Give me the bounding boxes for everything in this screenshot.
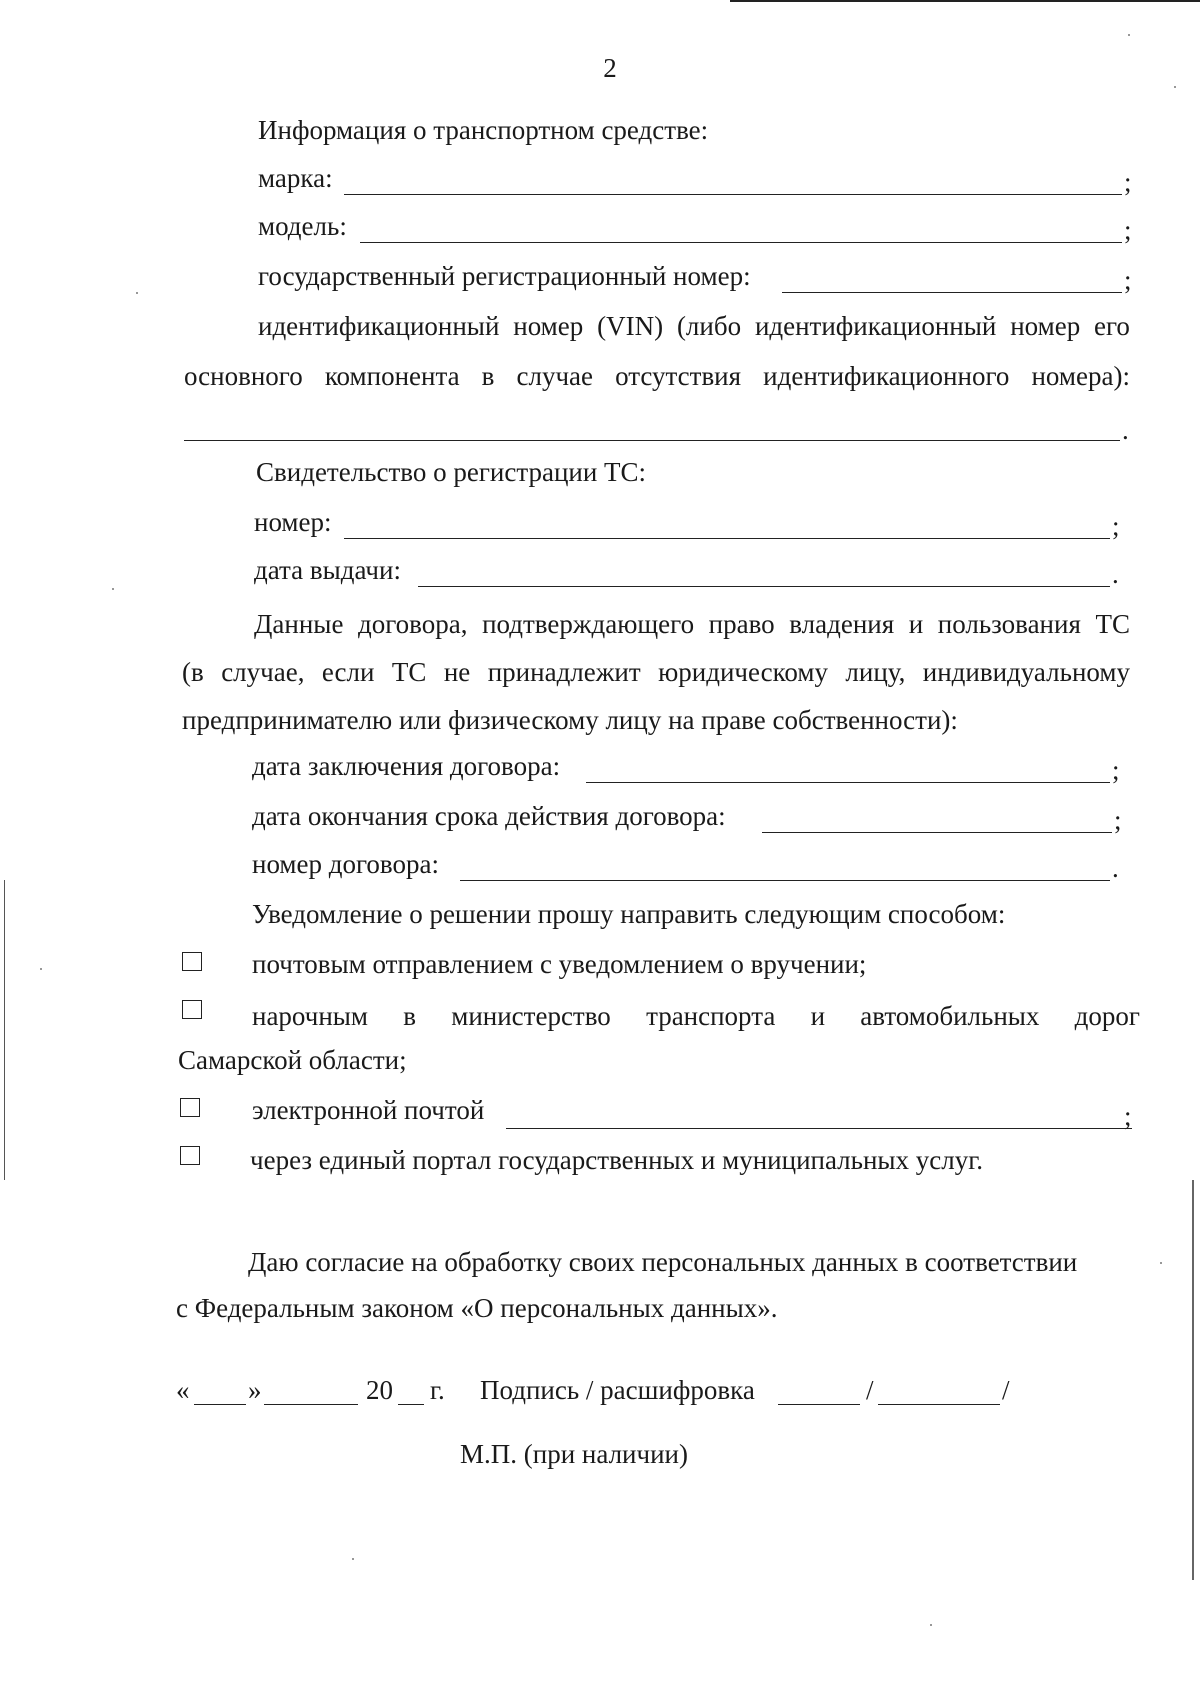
word: владения xyxy=(789,609,895,639)
brand-field[interactable] xyxy=(344,194,1122,195)
issue-date-period: . xyxy=(1112,559,1119,589)
email-field[interactable] xyxy=(506,1128,1132,1129)
word: принадлежит xyxy=(487,657,641,687)
contract-intro-line2 xyxy=(182,656,1130,688)
word: не xyxy=(443,657,471,687)
email-semicolon: ; xyxy=(1124,1101,1132,1131)
word: случае xyxy=(516,361,594,391)
reg-number-label: государственный регистрационный номер: xyxy=(258,261,751,291)
word: в xyxy=(481,361,495,391)
word: идентификационный xyxy=(258,311,500,341)
contract-number-period: . xyxy=(1112,853,1119,883)
reg-cert-number-label: номер: xyxy=(254,507,332,537)
stamp-note: М.П. (при наличии) xyxy=(460,1439,688,1469)
word: транспорта xyxy=(646,1001,776,1031)
portal-option-label: через единый портал государственных и муниципальных услуг. xyxy=(250,1145,984,1175)
contract-end-field[interactable] xyxy=(762,832,1112,833)
contract-date-field[interactable] xyxy=(586,782,1110,783)
date-quote-open: « xyxy=(176,1375,190,1405)
scan-speck xyxy=(136,292,138,294)
notification-heading: Уведомление о решении прошу направить следующим способом: xyxy=(252,899,1006,929)
word: договора, xyxy=(358,609,468,639)
consent-line1: Даю согласие на обработку своих персональных данных в соответствии xyxy=(248,1247,1078,1277)
contract-intro-line3: предпринимателю или физическому лицу на праве собственности): xyxy=(182,705,958,735)
day-field[interactable] xyxy=(194,1404,246,1405)
word: и xyxy=(908,609,924,639)
signature-slash-1: / xyxy=(866,1375,874,1405)
vin-label-line1 xyxy=(258,310,1130,342)
email-checkbox[interactable] xyxy=(180,1098,200,1117)
word: юридическому xyxy=(658,657,828,687)
issue-date-field[interactable] xyxy=(418,586,1110,587)
signature-label: Подпись / расшифровка xyxy=(480,1375,755,1405)
scan-edge-top xyxy=(730,0,1200,2)
word: лицу, xyxy=(845,657,906,687)
word: министерство xyxy=(451,1001,611,1031)
mail-checkbox[interactable] xyxy=(182,952,202,971)
word: его xyxy=(1094,311,1130,341)
signature-slash-2: / xyxy=(1002,1375,1010,1405)
word: (либо xyxy=(676,311,742,341)
courier-option-line2: Самарской области; xyxy=(178,1045,407,1075)
contract-end-semicolon: ; xyxy=(1114,805,1122,835)
model-label: модель: xyxy=(258,211,347,241)
scan-speck xyxy=(1128,34,1130,36)
brand-label: марка: xyxy=(258,163,333,193)
registration-heading: Свидетельство о регистрации ТС: xyxy=(256,457,647,487)
year-suffix: г. xyxy=(430,1375,445,1405)
word: компонента xyxy=(324,361,460,391)
vin-field[interactable] xyxy=(184,440,1120,441)
reg-number-field[interactable] xyxy=(782,292,1122,293)
model-semicolon: ; xyxy=(1124,215,1132,245)
contract-number-field[interactable] xyxy=(460,880,1110,881)
month-field[interactable] xyxy=(264,1404,358,1405)
word: случае, xyxy=(221,657,305,687)
word: (VIN) xyxy=(597,311,664,341)
name-decoding-field[interactable] xyxy=(878,1404,1000,1405)
word: идентификационного xyxy=(763,361,1010,391)
word: и xyxy=(810,1001,826,1031)
word: индивидуальному xyxy=(922,657,1130,687)
courier-checkbox[interactable] xyxy=(182,1000,202,1019)
word: автомобильных xyxy=(860,1001,1040,1031)
word: (в xyxy=(182,657,204,687)
brand-semicolon: ; xyxy=(1124,167,1132,197)
scan-speck xyxy=(930,1624,932,1626)
word: основного xyxy=(184,361,303,391)
date-quote-close: » xyxy=(248,1375,262,1405)
word: пользования xyxy=(937,609,1081,639)
vin-label-line2 xyxy=(184,360,1130,392)
vehicle-heading: Информация о транспортном средстве: xyxy=(258,115,709,145)
model-field[interactable] xyxy=(360,242,1122,243)
word: право xyxy=(708,609,775,639)
word: если xyxy=(321,657,375,687)
contract-intro-line1 xyxy=(254,608,1130,640)
issue-date-label: дата выдачи: xyxy=(254,555,401,585)
word: отсутствия xyxy=(615,361,742,391)
page-number: 2 xyxy=(603,53,617,83)
consent-line2: с Федеральным законом «О персональных данных». xyxy=(176,1293,778,1323)
year-prefix: 20 xyxy=(366,1375,393,1405)
scan-speck xyxy=(40,968,42,970)
contract-number-label: номер договора: xyxy=(252,849,439,879)
mail-option-label: почтовым отправлением с уведомлением о вручении; xyxy=(252,949,867,979)
portal-checkbox[interactable] xyxy=(180,1146,200,1165)
scan-speck xyxy=(1160,1262,1162,1264)
word: номера): xyxy=(1031,361,1130,391)
courier-option-line1 xyxy=(252,1000,1140,1032)
word: номер xyxy=(513,311,584,341)
reg-number-semicolon: ; xyxy=(1124,265,1132,295)
word: номер xyxy=(1010,311,1081,341)
word: ТС xyxy=(1095,609,1130,639)
word: подтверждающего xyxy=(482,609,695,639)
year-field[interactable] xyxy=(398,1404,424,1405)
word: нарочным xyxy=(252,1001,368,1031)
word: ТС xyxy=(391,657,427,687)
word: Данные xyxy=(254,609,344,639)
contract-date-label: дата заключения договора: xyxy=(252,751,561,781)
contract-date-semicolon: ; xyxy=(1112,755,1120,785)
word: идентификационный xyxy=(754,311,997,341)
reg-cert-number-field[interactable] xyxy=(344,538,1110,539)
signature-field[interactable] xyxy=(778,1404,860,1405)
word: дорог xyxy=(1074,1001,1140,1031)
vin-period: . xyxy=(1122,415,1129,445)
scan-speck xyxy=(352,1558,354,1560)
reg-cert-number-semicolon: ; xyxy=(1112,511,1120,541)
scan-edge-left xyxy=(4,880,5,1180)
email-option-label: электронной почтой xyxy=(252,1095,485,1125)
contract-end-label: дата окончания срока действия договора: xyxy=(252,801,726,831)
scan-edge-right xyxy=(1192,1180,1194,1580)
scan-speck xyxy=(1174,86,1176,88)
scan-speck xyxy=(112,588,114,590)
word: в xyxy=(403,1001,416,1031)
